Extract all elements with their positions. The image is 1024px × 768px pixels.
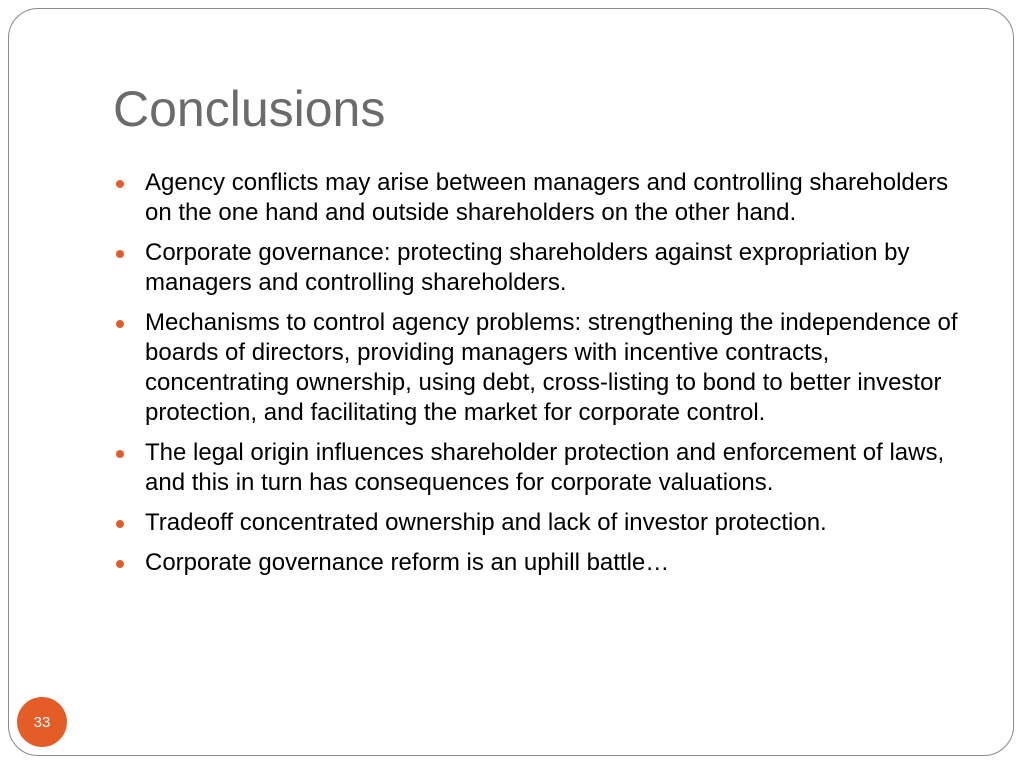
- bullet-item: [116, 508, 966, 538]
- bullet-dot-icon: [116, 180, 124, 188]
- slide-title: Conclusions: [113, 81, 386, 137]
- bullet-text: The legal origin influences shareholder protection and enforcement of laws, and this in turn has consequences for corporate valuations.: [145, 439, 945, 496]
- bullet-dot-icon: [116, 560, 124, 568]
- bullet-dot-icon: [116, 320, 124, 328]
- bullet-item: [116, 438, 966, 498]
- bullet-text: Tradeoff concentrated ownership and lack of investor protection.: [145, 509, 827, 536]
- bullet-item: [116, 238, 966, 298]
- bullet-dot-icon: [116, 450, 124, 458]
- bullet-text: Agency conflicts may arise between managers and controlling shareholders on the one hand and outside shareholders on the other hand.: [145, 169, 949, 226]
- page-number: 33: [33, 713, 51, 731]
- bullet-dot-icon: [116, 250, 124, 258]
- bullet-item: [116, 548, 966, 578]
- bullet-text: Mechanisms to control agency problems: strengthening the independence of boards of directors, providing managers with incentive contracts, concentrating ownership, using debt, cross-listing to bond to better investor protection, and facilitating the market for corporate control.: [145, 309, 958, 426]
- bullet-text: Corporate governance: protecting shareholders against expropriation by managers and controlling shareholders.: [145, 239, 910, 296]
- bullet-dot-icon: [116, 520, 124, 528]
- bullet-item: [116, 308, 966, 428]
- bullet-text: Corporate governance reform is an uphill battle…: [145, 549, 670, 576]
- page-number-badge: [17, 697, 67, 747]
- bullet-item: [116, 168, 966, 228]
- bullet-list: [116, 168, 966, 588]
